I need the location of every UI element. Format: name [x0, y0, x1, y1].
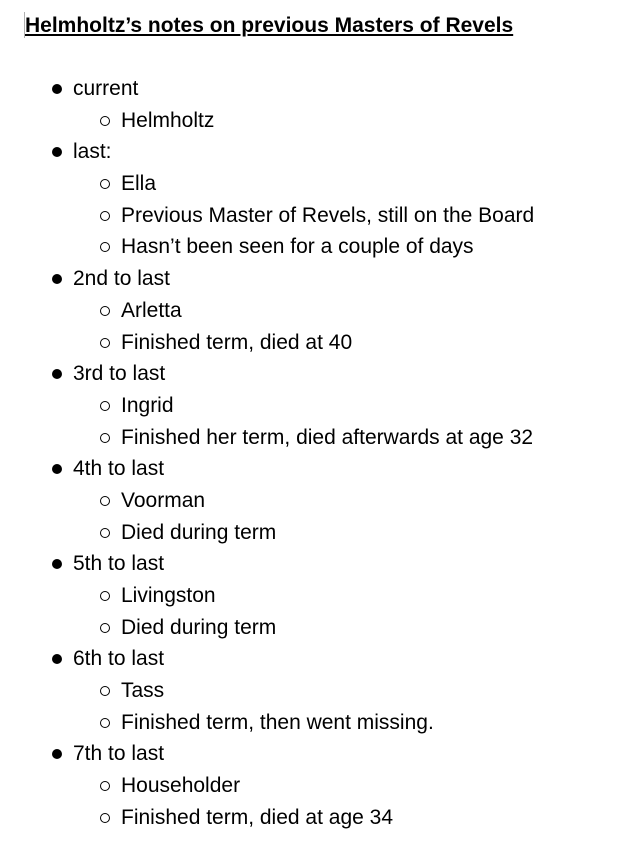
- note-text: Died during term: [121, 615, 277, 639]
- hollow-bullet-icon: [100, 338, 110, 348]
- note-text: Finished term, died at 40: [121, 330, 353, 354]
- filled-bullet-icon: [52, 654, 62, 664]
- note-text: Arletta: [121, 298, 182, 322]
- hollow-bullet-icon: [100, 718, 110, 728]
- hollow-bullet-icon: [100, 781, 110, 791]
- entry-label: 3rd to last: [73, 362, 166, 386]
- note-text: Finished term, then went missing.: [121, 710, 434, 734]
- entry-label: 4th to last: [73, 457, 165, 481]
- filled-bullet-icon: [52, 147, 62, 157]
- filled-bullet-icon: [52, 369, 62, 379]
- note-text: Helmholtz: [121, 108, 215, 132]
- hollow-bullet-icon: [100, 211, 110, 221]
- hollow-bullet-icon: [100, 813, 110, 823]
- note-text: Finished her term, died afterwards at age 32: [121, 425, 534, 449]
- note-text: Hasn’t been seen for a couple of days: [121, 235, 474, 259]
- hollow-bullet-icon: [100, 496, 110, 506]
- filled-bullet-icon: [52, 464, 62, 474]
- note-text: Ingrid: [121, 393, 174, 417]
- entry-label: 6th to last: [73, 647, 165, 671]
- hollow-bullet-icon: [100, 242, 110, 252]
- note-text: Voorman: [121, 488, 206, 512]
- hollow-bullet-icon: [100, 179, 110, 189]
- hollow-bullet-icon: [100, 623, 110, 633]
- note-text: Previous Master of Revels, still on the Board: [121, 203, 535, 227]
- note-text: Ella: [121, 172, 157, 196]
- note-text: Died during term: [121, 520, 277, 544]
- hollow-bullet-icon: [100, 528, 110, 538]
- note-text: Tass: [121, 679, 165, 703]
- hollow-bullet-icon: [100, 591, 110, 601]
- filled-bullet-icon: [52, 84, 62, 94]
- note-text: Livingston: [121, 584, 216, 607]
- filled-bullet-icon: [52, 559, 62, 569]
- document-title: Helmholtz’s notes on previous Masters of Revels: [25, 14, 514, 37]
- entry-label: 5th to last: [73, 552, 165, 576]
- hollow-bullet-icon: [100, 116, 110, 126]
- hollow-bullet-icon: [100, 401, 110, 411]
- filled-bullet-icon: [52, 749, 62, 759]
- note-text: Finished term, died at age 34: [121, 805, 393, 829]
- hollow-bullet-icon: [100, 306, 110, 316]
- entry-label: 2nd to last: [73, 267, 170, 291]
- filled-bullet-icon: [52, 274, 62, 284]
- hollow-bullet-icon: [100, 686, 110, 696]
- hollow-bullet-icon: [100, 433, 110, 443]
- entry-label: 7th to last: [73, 742, 165, 766]
- entry-label: current: [73, 77, 139, 100]
- entry-label: last:: [73, 140, 112, 164]
- note-text: Householder: [121, 774, 241, 798]
